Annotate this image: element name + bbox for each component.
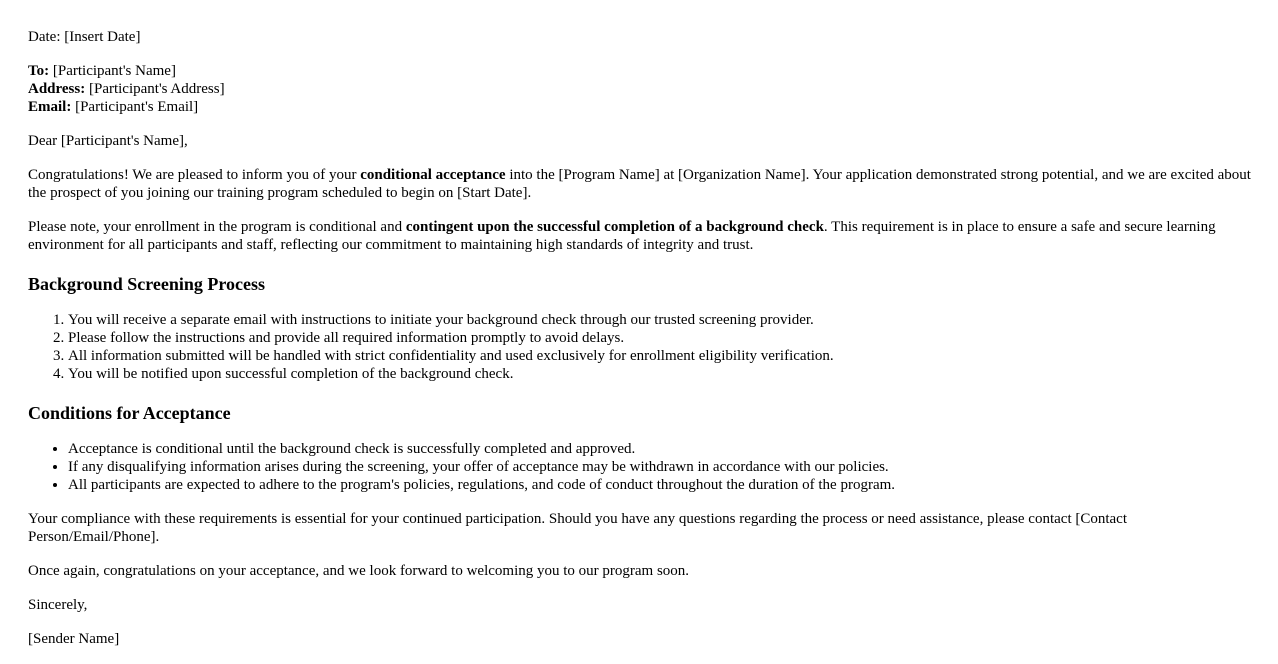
- letter-date: Date: [Insert Date]: [28, 29, 141, 45]
- compliance-paragraph: Your compliance with these requirements is essential for your continued participation. Should you have any questions regarding the process or need assistance, please contact [Contact Person/Email/Phone].: [28, 511, 1128, 545]
- salutation: Dear [Participant's Name],: [28, 133, 188, 149]
- sender-name: [Sender Name]: [28, 631, 120, 647]
- intro-bold: conditional acceptance: [360, 167, 506, 183]
- recipient-address: [28, 80, 1253, 98]
- list-item: • All participants are expected to adhere to the program's policies, regulations, and code of conduct throughout the duration of the program.: [68, 476, 1253, 494]
- email-value: [Participant's Email]: [71, 99, 199, 115]
- conditions-list: [28, 440, 1253, 494]
- condition-text-a: Please note, your enrollment in the program is conditional and: [28, 219, 406, 235]
- to-label: To:: [28, 63, 50, 79]
- closing-paragraph: Once again, congratulations on your acceptance, and we look forward to welcoming you to our program soon.: [28, 563, 690, 579]
- list-item: 3. All information submitted will be handled with strict confidentiality and used exclusively for enrollment eligibility verification.: [68, 347, 1253, 365]
- signoff: Sincerely,: [28, 597, 88, 613]
- recipient-email: [28, 98, 1253, 116]
- list-item: 1. You will receive a separate email with instructions to initiate your background check through our trusted screening provider.: [68, 311, 1253, 329]
- address-label: Address:: [28, 81, 86, 97]
- recipient-block: [28, 62, 1253, 116]
- section-title-conditions: Conditions for Acceptance: [28, 403, 231, 423]
- to-value: [Participant's Name]: [49, 63, 176, 79]
- recipient-to: [28, 62, 1253, 80]
- list-item: • If any disqualifying information arises during the screening, your offer of acceptance may be withdrawn in accordance with our policies.: [68, 458, 1253, 476]
- email-label: Email:: [28, 99, 72, 115]
- condition-bold: contingent upon the successful completion of a background check: [405, 219, 824, 235]
- list-item: • Acceptance is conditional until the background check is successfully completed and approved.: [68, 440, 1253, 458]
- address-value: [Participant's Address]: [85, 81, 225, 97]
- list-item: 2. Please follow the instructions and provide all required information promptly to avoid delays.: [68, 329, 1253, 347]
- list-item: 4. You will be notified upon successful completion of the background check.: [68, 365, 1253, 383]
- intro-paragraph: [28, 166, 1253, 202]
- letter-document: [28, 28, 1253, 664]
- condition-text-b: . This requirement is in place to ensure a safe and secure learning environment for all participants and staff, reflecting our commitment to maintaining high standards of integrity and trust.: [28, 219, 1216, 253]
- screening-steps-list: [28, 311, 1253, 383]
- intro-text-a: Congratulations! We are pleased to inform you of your: [28, 167, 361, 183]
- condition-paragraph: [28, 218, 1253, 254]
- intro-text-b: into the [Program Name] at [Organization Name]. Your application demonstrated strong potential, and we are excited about the prospect of you joining our training program scheduled to begin on [Start Date].: [28, 167, 1251, 201]
- section-title-screening: Background Screening Process: [28, 274, 266, 294]
